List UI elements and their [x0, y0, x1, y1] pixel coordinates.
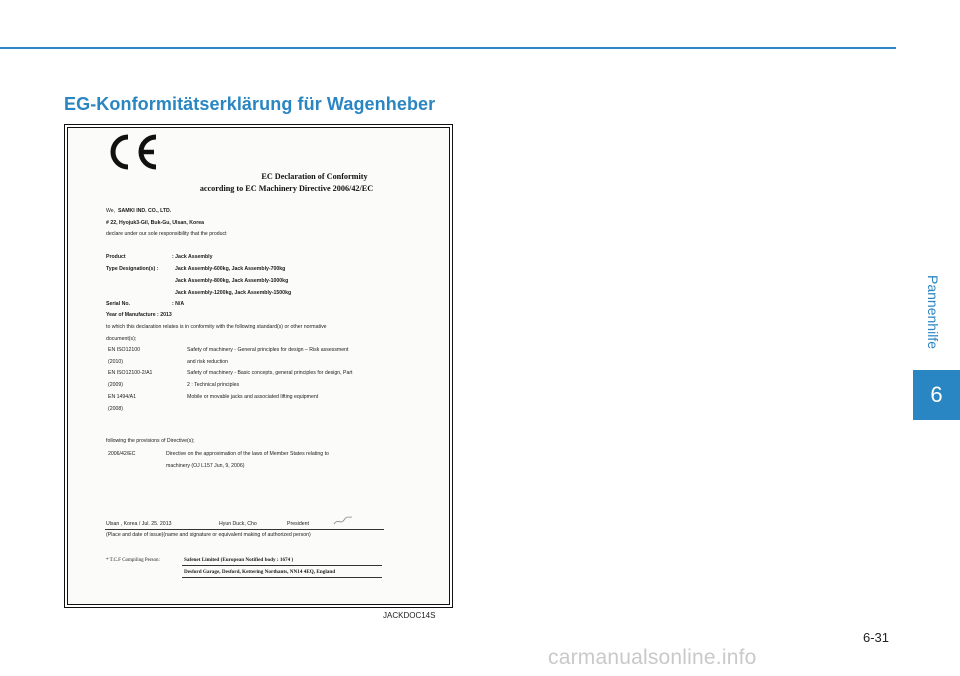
signature-scribble: [333, 516, 353, 526]
tcf-label: * T.C.F Compiling Person:: [106, 558, 160, 563]
standard-code: EN ISO12100: [108, 347, 141, 353]
signatory-title: President: [287, 521, 309, 527]
standard-desc: Safety of machinery - Basic concepts, general principles for design, Part: [187, 370, 353, 376]
serial-value: : N/A: [172, 301, 185, 307]
declaration-title: EC Declaration of Conformity: [261, 172, 368, 181]
standard-code: EN 1494/A1: [108, 394, 136, 400]
standard-desc: Safety of machinery - General principles for design – Risk assessment: [187, 347, 349, 353]
tcf-line-1: Safenet Limited (European Notified body : 1674 ): [184, 557, 294, 563]
type-label: Type Designation(s) :: [106, 266, 159, 272]
directive-code: 2006/42/EC: [108, 451, 136, 457]
standard-year: (2008): [108, 406, 123, 412]
type-line-1: Jack Assembly-600kg, Jack Assembly-700kg: [175, 266, 286, 272]
company-address: # 22, Hyojuk3-Gil, Buk-Gu, Ulsan, Korea: [106, 220, 205, 226]
year-of-manufacture: Year of Manufacture : 2013: [106, 312, 172, 318]
relates-line-1: to which this declaration relates is in conformity with the following standard(s) or other normative: [106, 324, 327, 330]
chapter-number-badge: 6: [913, 370, 960, 420]
watermark-text: carmanualsonline.info: [548, 646, 757, 669]
signature-place-date: Ulsan , Korea / Jul. 25. 2013: [106, 521, 172, 527]
standard-desc-cont: 2 : Technical principles: [187, 382, 240, 388]
we-label: We,: [106, 208, 116, 214]
type-line-2: Jack Assembly-800kg, Jack Assembly-1000kg: [175, 278, 289, 284]
type-line-3: Jack Assembly-1200kg, Jack Assembly-1500kg: [175, 290, 292, 296]
conformity-document-image: [64, 124, 453, 608]
figure-code: JACKDOC14S: [383, 611, 436, 620]
tcf-rule: [182, 577, 382, 578]
tcf-rule: [182, 565, 382, 566]
standard-code: EN ISO12100-2/A1: [108, 370, 153, 376]
page-number: 6-31: [863, 630, 890, 645]
chapter-side-label: [919, 262, 947, 362]
chapter-side-label-text: Pannenhilfe: [925, 275, 942, 349]
directive-line-1: Directive on the approximation of the laws of Member States relating to: [166, 451, 329, 457]
signature-caption: (Place and date of issue)(name and signature or equivalent making of authorized person): [106, 532, 311, 538]
standard-desc: Mobile or movable jacks and associated lifting equipment: [187, 394, 319, 400]
signature-rule: [105, 529, 384, 530]
standard-year: (2009): [108, 382, 123, 388]
relates-line-2: document(s);: [106, 336, 137, 342]
serial-label: Serial No.: [106, 301, 130, 307]
standard-year: (2010): [108, 359, 123, 365]
provisions-line: following the provisions of Directive(s);: [106, 438, 195, 444]
header-rule: [0, 47, 896, 49]
ce-mark-logo: [106, 133, 162, 171]
document-sheet: [67, 127, 450, 605]
page-title: EG-Konformitätserklärung für Wagenheber: [64, 94, 436, 114]
company-name: SAMKI IND. CO., LTD.: [118, 208, 172, 214]
tcf-line-2: Desford Garage, Desford, Kettering Northants, NN14 4EQ, England: [184, 569, 336, 575]
declaration-subtitle: according to EC Machinery Directive 2006/42/EC: [199, 184, 374, 193]
declare-statement: declare under our sole responsibility that the product: [106, 231, 227, 237]
product-label: Product: [106, 254, 126, 260]
product-value: : Jack Assembly: [172, 254, 213, 260]
standard-desc-cont: and risk reduction: [187, 359, 228, 365]
signatory-name: Hyun Duck, Cho: [219, 521, 257, 527]
directive-line-2: machinery (OJ L157 Jun, 9, 2006): [166, 463, 245, 469]
